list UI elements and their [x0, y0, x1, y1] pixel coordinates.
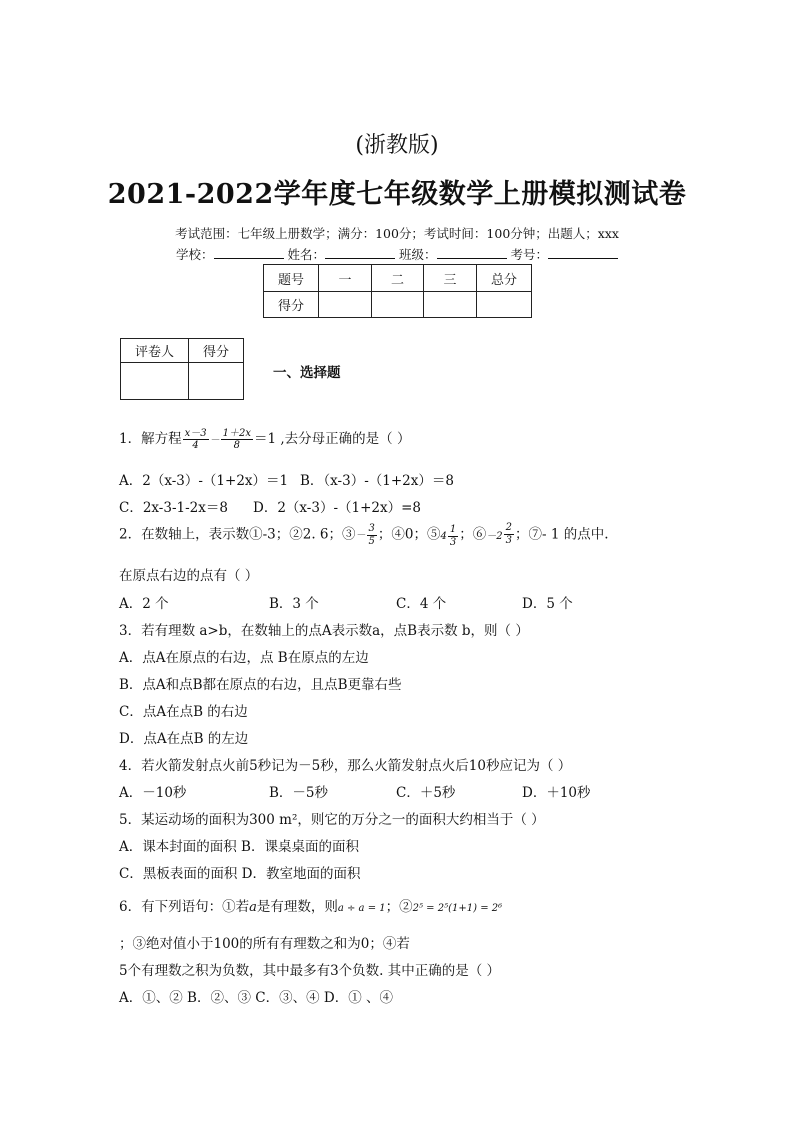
- q1-prefix: 1．解方程: [119, 431, 182, 447]
- q2-mixed-5-integer: 4: [440, 530, 447, 542]
- score-header-cell: 三: [424, 265, 477, 292]
- q2-fraction-3-numerator: 3: [368, 523, 375, 534]
- student-info-line: [0, 245, 794, 263]
- q1-tail: ＝1 ,去分母正确的是（ ）: [253, 431, 411, 447]
- q2-mixed-number-5: [440, 524, 459, 548]
- q2-mixed-5-denominator: 3: [449, 536, 457, 548]
- q1-fraction-2: [221, 428, 253, 452]
- q6-part-3: ；②: [385, 899, 413, 915]
- q1-fraction-2-numerator: 1＋2x: [222, 427, 251, 439]
- score-header-cell: 二: [372, 265, 424, 292]
- question-4-option-b[interactable]: B．－5秒: [269, 785, 329, 801]
- question-4-option-c[interactable]: C．＋5秒: [396, 785, 456, 801]
- q2-fraction-3-denominator: 5: [368, 535, 375, 547]
- question-3-option-b[interactable]: B．点A和点B都在原点的右边，且点B更靠右些: [119, 677, 402, 693]
- score-cell[interactable]: [319, 292, 372, 318]
- question-2-stem: [119, 522, 609, 548]
- q6-variable-a: a: [249, 900, 257, 915]
- question-6-stem: [119, 895, 502, 915]
- q2-fraction-3-sign: －: [355, 530, 366, 542]
- score-header-cell: 题号: [264, 265, 319, 292]
- name-blank[interactable]: [325, 246, 395, 259]
- question-5-options-cd[interactable]: C．黑板表面的面积 D．教室地面的面积: [119, 866, 361, 882]
- q2-mixed-5-fraction: [448, 524, 458, 548]
- q2-part-4: ；⑦- 1 的点中.: [514, 526, 609, 543]
- question-4-option-a[interactable]: A．－10秒: [119, 785, 187, 801]
- name-label: 姓名：: [287, 247, 325, 262]
- question-3-stem: 3．若有理数 a>b，在数轴上的点A表示数a，点B表示数 b，则（ ）: [119, 623, 529, 639]
- score-table-header-row: [264, 265, 532, 292]
- score-cell[interactable]: [424, 292, 477, 318]
- score-cell[interactable]: [477, 292, 532, 318]
- score-row-label: 得分: [264, 292, 319, 318]
- q1-fraction-1-numerator: x－3: [184, 427, 207, 439]
- question-3-option-d[interactable]: D．点A在点B 的左边: [119, 731, 249, 747]
- q6-part-2: 是有理数，则: [256, 899, 338, 915]
- q1-fraction-1: [183, 428, 209, 452]
- q6-equation-2: 2⁵ = 2⁵(1+1) = 2⁶: [412, 903, 503, 914]
- q2-mixed-number-6: [486, 522, 515, 546]
- question-2-line-2: 在原点右边的点有（ ）: [119, 568, 259, 584]
- school-blank[interactable]: [214, 246, 284, 259]
- score-header-cell: 总分: [477, 265, 532, 292]
- class-blank[interactable]: [437, 246, 507, 259]
- question-3-option-a[interactable]: A．点A在原点的右边，点 B在原点的左边: [119, 650, 369, 666]
- exam-number-label: 考号：: [510, 247, 548, 262]
- score-cell[interactable]: [372, 292, 424, 318]
- score-table-score-row: [264, 292, 532, 318]
- q6-part-1: 6．有下列语句：①若: [119, 899, 250, 915]
- question-2-option-c[interactable]: C．4 个: [396, 596, 447, 612]
- school-label: 学校：: [175, 247, 214, 262]
- q2-fraction-3: [367, 523, 377, 547]
- grader-header-cell: 评卷人: [121, 339, 189, 363]
- question-1-option-d[interactable]: D．2（x-3）-（1+2x）=8: [253, 500, 422, 516]
- score-summary-table: [263, 264, 532, 318]
- question-6-line-3: 5个有理数之积为负数，其中最多有3个负数. 其中正确的是（ ）: [119, 963, 501, 979]
- question-4-stem: 4．若火箭发射点火前5秒记为－5秒，那么火箭发射点火后10秒应记为（ ）: [119, 758, 572, 774]
- q2-mixed-6-sign-integer: －2: [486, 530, 503, 542]
- exam-edition-subtitle: (浙教版): [355, 133, 439, 158]
- grader-cell[interactable]: [189, 363, 244, 400]
- q2-mixed-6-fraction: [504, 522, 514, 546]
- q2-part-3: ；⑥: [459, 526, 487, 543]
- q2-part-1: 2．在数轴上，表示数①-3；②2. 6；③: [119, 526, 356, 543]
- class-label: 班级：: [398, 247, 437, 262]
- score-header-cell: 一: [319, 265, 372, 292]
- question-6-options[interactable]: A．①、② B．②、③ C．③、④ D．① 、④: [119, 990, 393, 1006]
- grader-table: [120, 338, 244, 400]
- question-6-line-2: ；③绝对值小于100的所有有理数之和为0；④若: [119, 936, 410, 952]
- question-3-option-c[interactable]: C．点A在点B 的右边: [119, 704, 248, 720]
- grader-table-entry-row: [121, 363, 244, 400]
- question-1-stem: [119, 427, 410, 452]
- section-title: 一、选择题: [273, 365, 341, 381]
- q2-mixed-5-numerator: 1: [449, 524, 457, 535]
- q1-fraction-1-denominator: 4: [192, 440, 199, 451]
- question-1-option-a[interactable]: A．2（x-3）-（1+2x）＝1: [119, 473, 289, 489]
- exam-title: 2021-2022学年度七年级数学上册模拟测试卷: [107, 179, 687, 210]
- q2-mixed-6-numerator: 2: [505, 522, 512, 533]
- q2-mixed-6-denominator: 3: [505, 534, 512, 546]
- question-1-option-b[interactable]: B．（x-3）-（1+2x）＝8: [300, 473, 454, 489]
- question-2-option-d[interactable]: D．5 个: [522, 596, 573, 612]
- exam-info-line: 考试范围：七年级上册数学；满分：100分；考试时间：100分钟；出题人；xxx: [175, 226, 619, 241]
- q1-fraction-2-denominator: 8: [233, 440, 240, 451]
- question-5-stem: 5．某运动场的面积为300 m²，则它的万分之一的面积大约相当于（ ）: [119, 812, 545, 828]
- grader-table-header-row: [121, 339, 244, 363]
- question-1-option-c[interactable]: C．2x-3-1-2x＝8: [119, 500, 228, 516]
- question-2-option-a[interactable]: A．2 个: [119, 596, 169, 612]
- q6-equation-1: a ÷ a = 1: [337, 903, 386, 914]
- question-4-option-d[interactable]: D．＋10秒: [522, 785, 591, 801]
- exam-number-blank[interactable]: [548, 246, 618, 259]
- q1-minus: －: [209, 435, 220, 446]
- q2-part-2: ；④0；⑤: [377, 526, 441, 543]
- grader-header-cell: 得分: [189, 339, 244, 363]
- question-5-options-ab[interactable]: A．课本封面的面积 B．课桌桌面的面积: [119, 839, 359, 855]
- grader-cell[interactable]: [121, 363, 189, 400]
- question-2-option-b[interactable]: B．3 个: [269, 596, 319, 612]
